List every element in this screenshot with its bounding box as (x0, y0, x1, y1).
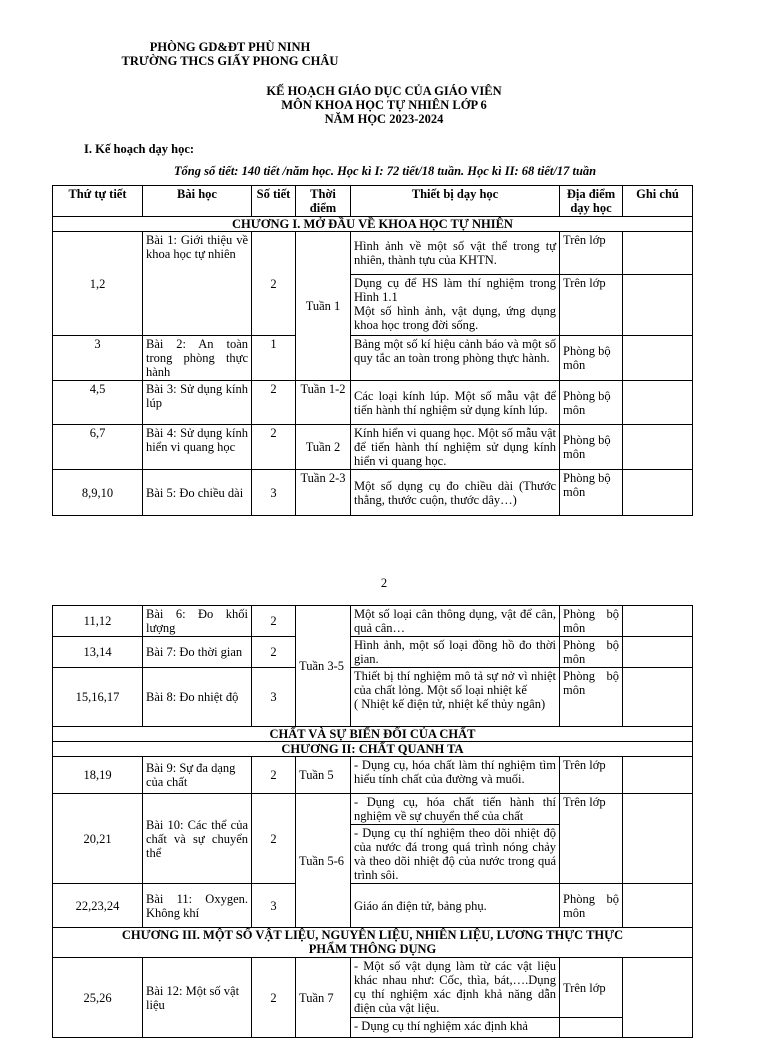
table-header-row (53, 186, 693, 217)
chapter-row (53, 928, 693, 958)
table-row (53, 794, 693, 825)
time-cell: Tuần 2 (296, 425, 351, 470)
notes-cell (623, 470, 693, 516)
school-name: TRƯỜNG THCS GIẤY PHONG CHÂU (121, 54, 339, 68)
order-cell: 13,14 (53, 637, 143, 668)
place-cell: Trên lớp (560, 794, 623, 884)
notes-cell (623, 336, 693, 381)
lesson-cell: Bài 2: An toàn trong phòng thực hành (143, 336, 252, 381)
table-row (53, 668, 693, 727)
lesson-cell: Bài 12: Một số vật liệu (143, 958, 252, 1038)
lesson-cell: Bài 7: Đo thời gian (143, 637, 252, 668)
notes-cell (623, 794, 693, 884)
order-cell: 8,9,10 (53, 470, 143, 516)
order-cell: 15,16,17 (53, 668, 143, 727)
equipment-cell: Giáo án điện tử, bảng phụ. (351, 884, 560, 928)
equipment-cell: Hình ảnh về một số vật thể trong tự nhiên, thành tựu của KHTN. (351, 232, 560, 275)
doc-title-line2: MÔN KHOA HỌC TỰ NHIÊN LỚP 6 (281, 98, 487, 112)
notes-cell (623, 884, 693, 928)
summary-line: Tổng số tiết: 140 tiết /năm học. Học kì I: 72 tiết/18 tuần. Học kì II: 68 tiết/17 tuần (173, 164, 597, 178)
lesson-cell: Bài 8: Đo nhiệt độ (143, 668, 252, 727)
notes-cell (623, 425, 693, 470)
notes-cell (623, 958, 693, 1038)
col-lesson: Bài học (143, 186, 252, 217)
place-cell: Phòng bộ môn (560, 425, 623, 470)
order-cell: 1,2 (53, 232, 143, 336)
lesson-plan-table-2 (52, 605, 693, 1038)
part-row (53, 727, 693, 742)
notes-cell (623, 668, 693, 727)
periods-cell: 2 (252, 958, 296, 1038)
place-cell (560, 1018, 623, 1038)
order-cell: 22,23,24 (53, 884, 143, 928)
doc-title-line3: NĂM HỌC 2023-2024 (324, 112, 444, 126)
notes-cell (623, 606, 693, 637)
table-row (53, 884, 693, 928)
lesson-cell: Bài 1: Giới thiệu về khoa học tự nhiên (143, 232, 252, 336)
place-cell: Trên lớp (560, 757, 623, 794)
place-cell: Trên lớp (560, 958, 623, 1018)
table-row (53, 232, 693, 275)
dept-name: PHÒNG GD&ĐT PHÙ NINH (149, 40, 311, 54)
place-cell: Phòng bộ môn (560, 606, 623, 637)
order-cell: 18,19 (53, 757, 143, 794)
place-cell: Trên lớp (560, 275, 623, 336)
table-row (53, 958, 693, 1018)
table-row (53, 637, 693, 668)
lesson-cell: Bài 5: Đo chiều dài (143, 470, 252, 516)
table-row (53, 606, 693, 637)
equipment-cell: Một số dụng cụ đo chiều dài (Thước thẳng, thước cuộn, thước dây…) (351, 470, 560, 516)
notes-cell (623, 275, 693, 336)
equipment-cell: Dụng cụ để HS làm thí nghiệm trong Hình 1.1 Một số hình ảnh, vật dụng, ứng dụng khoa học trong đời sống. (351, 275, 560, 336)
table-row (53, 336, 693, 381)
place-cell: Phòng bộ môn (560, 470, 623, 516)
chapter-title: CHƯƠNG I. MỞ ĐẦU VỀ KHOA HỌC TỰ NHIÊN (53, 217, 693, 232)
time-cell: Tuần 2-3 (296, 470, 351, 516)
place-cell: Phòng bộ môn (560, 381, 623, 425)
periods-cell: 2 (252, 425, 296, 470)
periods-cell: 1 (252, 336, 296, 381)
lesson-cell: Bài 11: Oxygen. Không khí (143, 884, 252, 928)
equipment-cell: Hình ảnh, một số loại đồng hồ đo thời gian. (351, 637, 560, 668)
place-cell: Phòng bộ môn (560, 884, 623, 928)
place-cell: Phòng bộ môn (560, 336, 623, 381)
table-row (53, 757, 693, 794)
col-equipment: Thiết bị dạy học (351, 186, 560, 217)
equipment-cell: - Dụng cụ, hóa chất làm thí nghiệm tìm hiểu tính chất của đường và muối. (351, 757, 560, 794)
page-number: 2 (380, 576, 388, 590)
lesson-cell: Bài 9: Sự đa dạng của chất (143, 757, 252, 794)
col-order: Thứ tự tiết (53, 186, 143, 217)
order-cell: 11,12 (53, 606, 143, 637)
order-cell: 6,7 (53, 425, 143, 470)
lesson-cell: Bài 10: Các thể của chất và sự chuyển thể (143, 794, 252, 884)
periods-cell: 3 (252, 470, 296, 516)
table-row (53, 425, 693, 470)
equipment-cell: - Dụng cụ, hóa chất tiến hành thí nghiệm về sự chuyển thể của chất (351, 794, 560, 825)
table-row (53, 381, 693, 425)
time-cell: Tuần 7 (296, 958, 351, 1038)
chapter-row (53, 217, 693, 232)
notes-cell (623, 381, 693, 425)
place-cell: Phòng bộ môn (560, 637, 623, 668)
lesson-cell: Bài 4: Sử dụng kính hiển vi quang học (143, 425, 252, 470)
equipment-cell: Kính hiển vi quang học. Một số mẫu vật để tiến hành thí nghiệm sử dụng kính hiển vi quang học. (351, 425, 560, 470)
equipment-cell: - Dụng cụ thí nghiệm xác định khả (351, 1018, 560, 1038)
col-notes: Ghi chú (623, 186, 693, 217)
order-cell: 3 (53, 336, 143, 381)
col-periods: Số tiết (252, 186, 296, 217)
notes-cell (623, 232, 693, 275)
time-cell: Tuần 1 (296, 232, 351, 381)
time-cell: Tuần 3-5 (296, 606, 351, 727)
notes-cell (623, 757, 693, 794)
order-cell: 4,5 (53, 381, 143, 425)
equipment-cell: - Dụng cụ thí nghiệm theo dõi nhiệt độ của nước đá trong quá trình nóng chảy và theo dõi nhiệt độ của nước trong quá trình sôi. (351, 825, 560, 884)
equipment-cell: Các loại kính lúp. Một số mẫu vật để tiến hành thí nghiệm sử dụng kính lúp. (351, 381, 560, 425)
equipment-cell: Một số loại cân thông dụng, vật để cân, quả cân… (351, 606, 560, 637)
lesson-plan-table-1 (52, 185, 693, 516)
periods-cell: 2 (252, 381, 296, 425)
periods-cell: 2 (252, 757, 296, 794)
periods-cell: 3 (252, 668, 296, 727)
table-row (53, 470, 693, 516)
chapter-row (53, 742, 693, 757)
periods-cell: 2 (252, 606, 296, 637)
chapter-title: CHƯƠNG II: CHẤT QUANH TA (53, 742, 693, 757)
equipment-cell: Bảng một số kí hiệu cảnh báo và một số quy tắc an toàn trong phòng thực hành. (351, 336, 560, 381)
periods-cell: 2 (252, 637, 296, 668)
doc-title-line1: KẾ HOẠCH GIÁO DỤC CỦA GIÁO VIÊN (266, 84, 502, 98)
chapter-title: CHƯƠNG III. MỘT SỐ VẬT LIỆU, NGUYÊN LIỆU, NHIÊN LIỆU, LƯƠNG THỰC THỰC PHẨM THÔNG DỤNG (53, 928, 693, 958)
place-cell: Phòng bộ môn (560, 668, 623, 727)
part-title: CHẤT VÀ SỰ BIẾN ĐỔI CỦA CHẤT (53, 727, 693, 742)
equipment-cell: Thiết bị thí nghiệm mô tả sự nở vì nhiệt của chất lỏng. Một số loại nhiệt kế ( Nhiệt kế điện tử, nhiệt kế thủy ngân) (351, 668, 560, 727)
periods-cell: 3 (252, 884, 296, 928)
col-place: Địa điểm dạy học (560, 186, 623, 217)
periods-cell: 2 (252, 794, 296, 884)
lesson-cell: Bài 6: Đo khối lượng (143, 606, 252, 637)
lesson-cell: Bài 3: Sử dụng kính lúp (143, 381, 252, 425)
equipment-cell: - Một số vật dụng làm từ các vật liệu khác nhau như: Cốc, thìa, bát,….Dụng cụ thí nghiệm xác định khả năng dẫn điện của vật liệu. (351, 958, 560, 1018)
notes-cell (623, 637, 693, 668)
order-cell: 25,26 (53, 958, 143, 1038)
place-cell: Trên lớp (560, 232, 623, 275)
time-cell: Tuần 1-2 (296, 381, 351, 425)
time-cell: Tuần 5-6 (296, 794, 351, 928)
periods-cell: 2 (252, 232, 296, 336)
col-time: Thời điểm (296, 186, 351, 217)
time-cell: Tuần 5 (296, 757, 351, 794)
order-cell: 20,21 (53, 794, 143, 884)
section-heading: I. Kế hoạch dạy học: (84, 142, 195, 156)
